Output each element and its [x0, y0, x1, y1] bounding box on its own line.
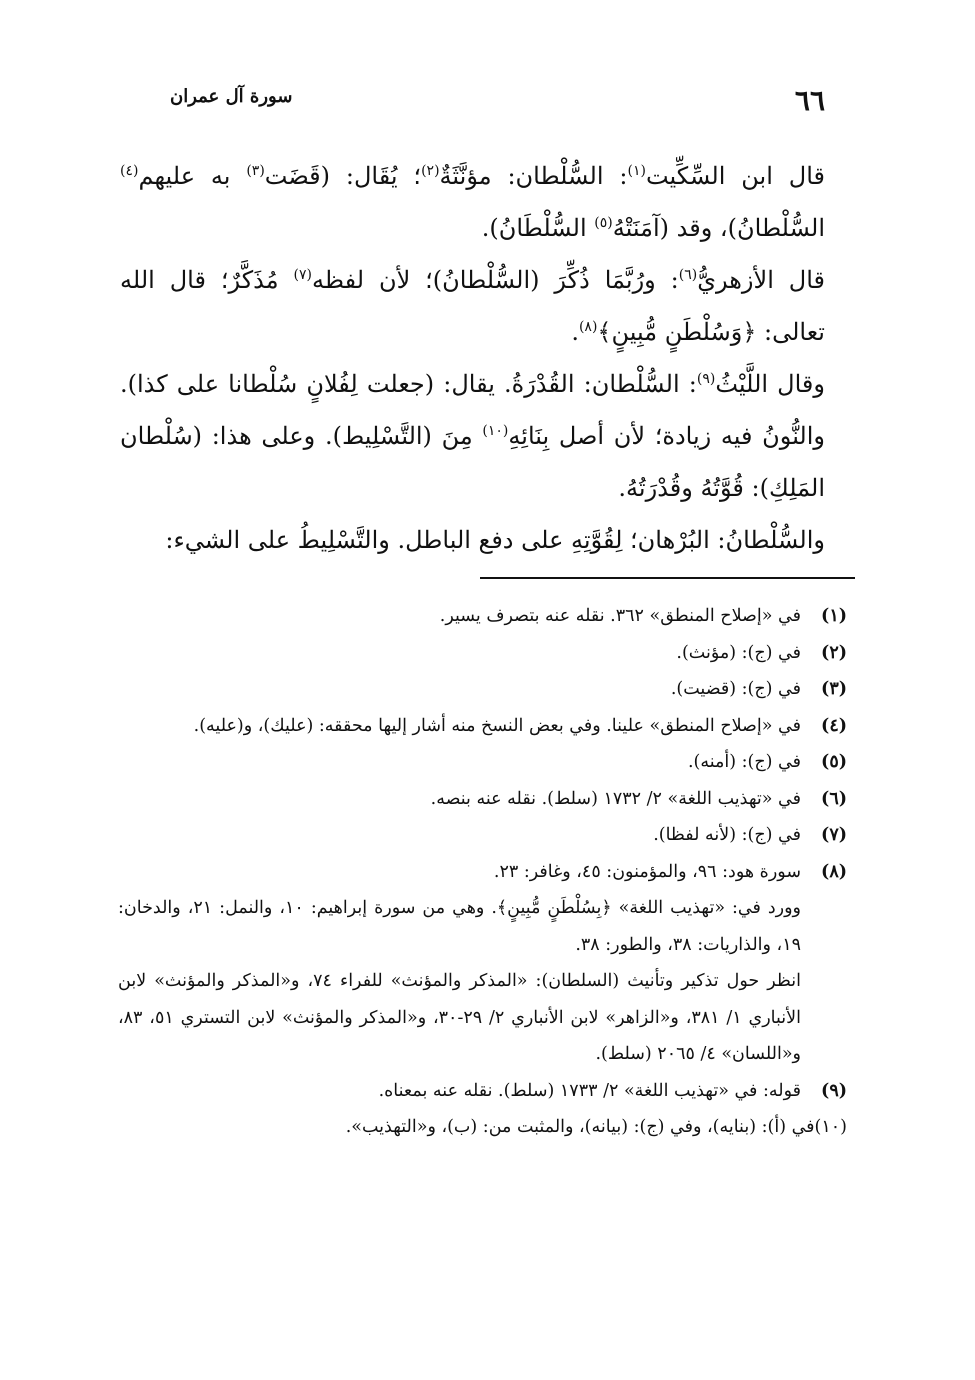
page-header	[170, 78, 825, 118]
text-span: السُّلْطَانُ).	[481, 214, 595, 242]
footnote-continuation: انظر حول تذكير وتأنيث (السلطان): «المذكر والمؤنث» للفراء ٧٤، و«المذكر والمؤنث» لابن الأنباري ١/ ٣٨١، و«الزاهر» لابن الأنباري ٢/ ٢٩-٣٠، و«المذكر والمؤنث» لابن التستري ٥١، ٨٣، و«اللسان» ٤/ ٢٠٦٥ (سلط).	[118, 971, 801, 1064]
text-span: السُّلْطانُ)، وقد (آمَنَتْهُ	[612, 214, 825, 242]
paragraph-3	[120, 358, 825, 514]
footnote-item	[118, 781, 847, 818]
footnote-text: في (ج): (لأنه لفظا).	[653, 825, 801, 845]
footnote-item	[118, 598, 847, 635]
footnote-text: في «تهذيب اللغة» ٢/ ١٧٣٢ (سلط). نقله عنه بنصه.	[430, 788, 801, 809]
running-title: سورة آل عمران	[170, 86, 293, 107]
footnote-ref[interactable]: (١٠)	[482, 423, 509, 439]
footnote-number: (٧)	[821, 825, 847, 845]
paragraph-2	[120, 254, 825, 358]
footnote-number: (٨)	[821, 861, 847, 882]
paragraph-4: والسُّلْطانُ: البُرْهان؛ لِقُوَّتِهِ على دفع الباطل. والتَّسْلِيطُ على الشيء:	[165, 526, 825, 554]
footnote-item	[118, 708, 847, 745]
main-text	[120, 150, 825, 566]
footnote-item	[118, 1109, 847, 1146]
page-number: ٦٦	[794, 84, 825, 117]
footnote-number: (٤)	[821, 715, 847, 736]
text-span: مُذَكَّرٌ؛ قال الله تعالى: ﴿وَسُلْطَنٍ مُّبِينٍ﴾	[120, 266, 825, 346]
footnote-number: (٣)	[821, 679, 847, 699]
footnote-text: قوله: في «تهذيب اللغة» ٢/ ١٧٣٣ (سلط). نقله عنه بمعناه.	[378, 1080, 801, 1101]
footnote-ref[interactable]: (٥)	[594, 215, 613, 231]
footnote-number: (١٠)	[814, 1117, 847, 1137]
footnote-ref[interactable]: (٦)	[678, 267, 698, 283]
footnote-ref[interactable]: (٢)	[421, 163, 440, 179]
text-span: .	[571, 318, 579, 346]
footnote-number: (١)	[821, 606, 847, 626]
footnote-text: في «إصلاح المنطق» علينا. وفي بعض النسخ منه أشار إليها محققه: (عليك)، و(عليه).	[193, 715, 801, 736]
footnote-text: في (ج): (قضيت).	[670, 679, 801, 699]
text-span: : السُّلْطان: مؤنَّثَةٌ	[439, 162, 628, 190]
footnote-text: في (ج): (أمنه).	[687, 752, 801, 772]
text-span: قال الأزهريُّ	[697, 266, 826, 294]
footnote-item	[118, 671, 847, 708]
text-span: : ورُبَّمَا ذُكِّرَ (السُّلْطانُ)؛ لأن لفظه	[312, 266, 679, 294]
footnote-item	[118, 854, 847, 891]
text-span: : السُّلْطان: القُدْرَةُ. يقال: (جعلت لِفُلانٍ سُلْطانا على كذا). والنُّونُ فيه زيادة؛ لأن أصل بِنَائِهِ	[120, 370, 825, 450]
footnote-continuation: وورد في: «تهذيب اللغة» ﴿بِسُلْطَنٍ مُّبِينٍ﴾. وهي من سورة إبراهيم: ١٠، والنمل: ٢١، والدخان: ١٩، والذاريات: ٣٨، والطور: ٣٨.	[118, 898, 801, 955]
text-span: ؛ يُقَال: (قَضَت	[264, 162, 422, 190]
paragraph-1	[120, 150, 825, 254]
footnote-number: (٦)	[821, 788, 847, 809]
footnote-text: في «إصلاح المنطق» ٣٦٢. نقله عنه بتصرف يسير.	[439, 606, 801, 626]
footnote-item	[118, 744, 847, 781]
footnote-text: في (ج): (مؤنث).	[676, 642, 801, 663]
footnote-ref[interactable]: (٩)	[696, 371, 716, 387]
text-span: مِنَ (التَّسْلِيط). وعلى هذا: (سُلْطان المَلِكِ): قُوَّتُهُ وقُدْرَتُهُ.	[120, 422, 825, 502]
footnote-divider	[480, 577, 855, 579]
footnote-ref[interactable]: (٧)	[293, 267, 313, 283]
footnote-text: سورة هود: ٩٦، والمؤمنون: ٤٥، وغافر: ٢٣.	[493, 861, 801, 882]
footnote-item	[118, 817, 847, 854]
footnote-number: (٥)	[821, 752, 847, 772]
footnote-ref[interactable]: (٣)	[246, 163, 265, 179]
footnotes	[118, 598, 847, 1146]
footnote-number: (٩)	[821, 1080, 847, 1101]
footnote-ref[interactable]: (٤)	[120, 163, 139, 179]
text-span: به عليهم	[138, 162, 247, 190]
footnote-item	[118, 635, 847, 672]
text-span: وقال اللَّيْثُ	[715, 370, 825, 398]
footnote-number: (٢)	[821, 642, 847, 663]
text-span: قال ابن السِّكِّيت	[645, 162, 825, 190]
footnote-text: في (أ): (بنايه)، وفي (ج): (بيانه)، والمثبت من: (ب)، و«التهذيب».	[345, 1117, 815, 1137]
footnote-ref[interactable]: (١)	[627, 163, 646, 179]
footnote-ref[interactable]: (٨)	[578, 319, 598, 335]
footnote-item	[118, 1073, 847, 1110]
